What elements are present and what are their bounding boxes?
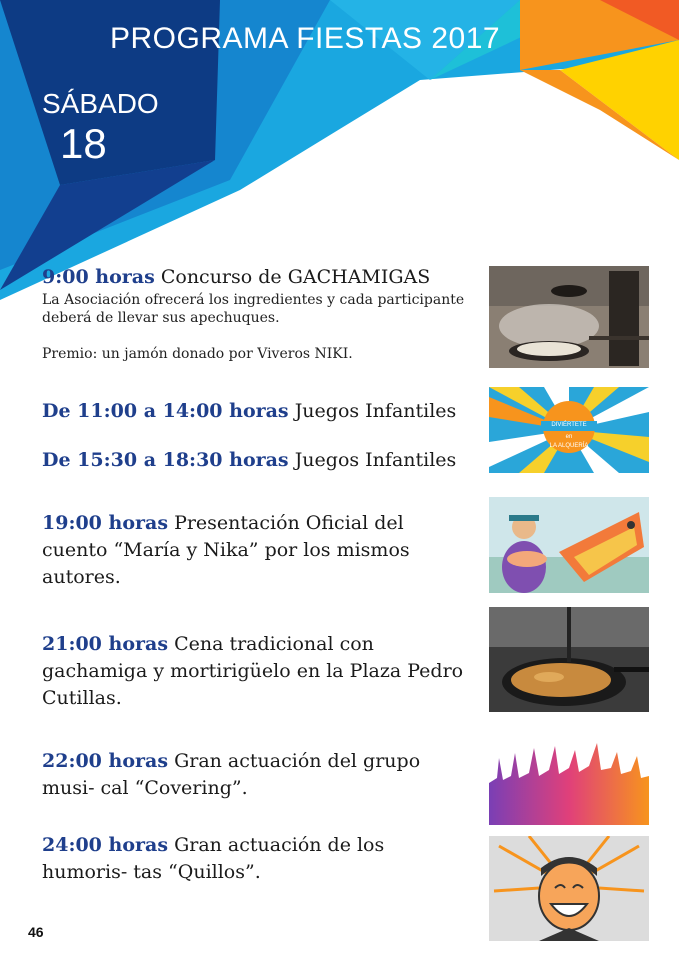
event-title: Juegos Infantiles <box>294 449 457 471</box>
event-quillos <box>42 832 472 886</box>
page-title: PROGRAMA FIESTAS 2017 <box>110 22 501 55</box>
event-time: 21:00 horas <box>42 633 169 655</box>
event-time: De 11:00 a 14:00 horas <box>42 400 289 422</box>
day-number: 18 <box>60 120 107 167</box>
day-name: SÁBADO <box>42 88 159 119</box>
games-poster-text-3: LA ALQUERÍA <box>549 443 589 449</box>
games-poster-text-1: DIVIÉRTETE <box>551 422 587 428</box>
juegos-poster <box>489 387 649 473</box>
event-title: Juegos Infantiles <box>294 400 457 422</box>
event-description: La Asociación ofrecerá los ingredientes y cada participante deberá de llevar sus apechuques. <box>42 292 465 326</box>
games-poster-text-2: en <box>565 434 573 440</box>
event-title: Gran actuación de los humoris- tas “Quillos”. <box>42 834 385 883</box>
concierto-image <box>489 738 649 825</box>
event-title: Cena tradicional con gachamiga y mortirigüelo en la Plaza Pedro Cutillas. <box>42 633 464 709</box>
cuento-illustration <box>489 497 649 593</box>
event-juegos-afternoon <box>42 447 472 474</box>
event-time: 22:00 horas <box>42 750 169 772</box>
event-cena <box>42 631 472 712</box>
humoristas-illustration <box>489 836 649 941</box>
event-time: 9:00 horas <box>42 266 155 288</box>
event-covering <box>42 748 472 802</box>
event-prize: Premio: un jamón donado por Viveros NIKI. <box>42 346 353 362</box>
gachamigas-photo <box>489 266 649 368</box>
cena-photo <box>489 607 649 712</box>
event-time: 24:00 horas <box>42 834 169 856</box>
event-title: Gran actuación del grupo musi- cal “Covering”. <box>42 750 421 799</box>
event-time: De 15:30 a 18:30 horas <box>42 449 289 471</box>
page-number: 46 <box>28 924 44 940</box>
event-gachamigas <box>42 264 472 363</box>
event-title: Concurso de GACHAMIGAS <box>160 266 431 288</box>
event-title: Presentación Oficial del cuento “María y Nika” por los mismos autores. <box>42 512 410 588</box>
event-juegos-morning <box>42 398 472 425</box>
event-time: 19:00 horas <box>42 512 169 534</box>
event-presentacion <box>42 510 472 591</box>
